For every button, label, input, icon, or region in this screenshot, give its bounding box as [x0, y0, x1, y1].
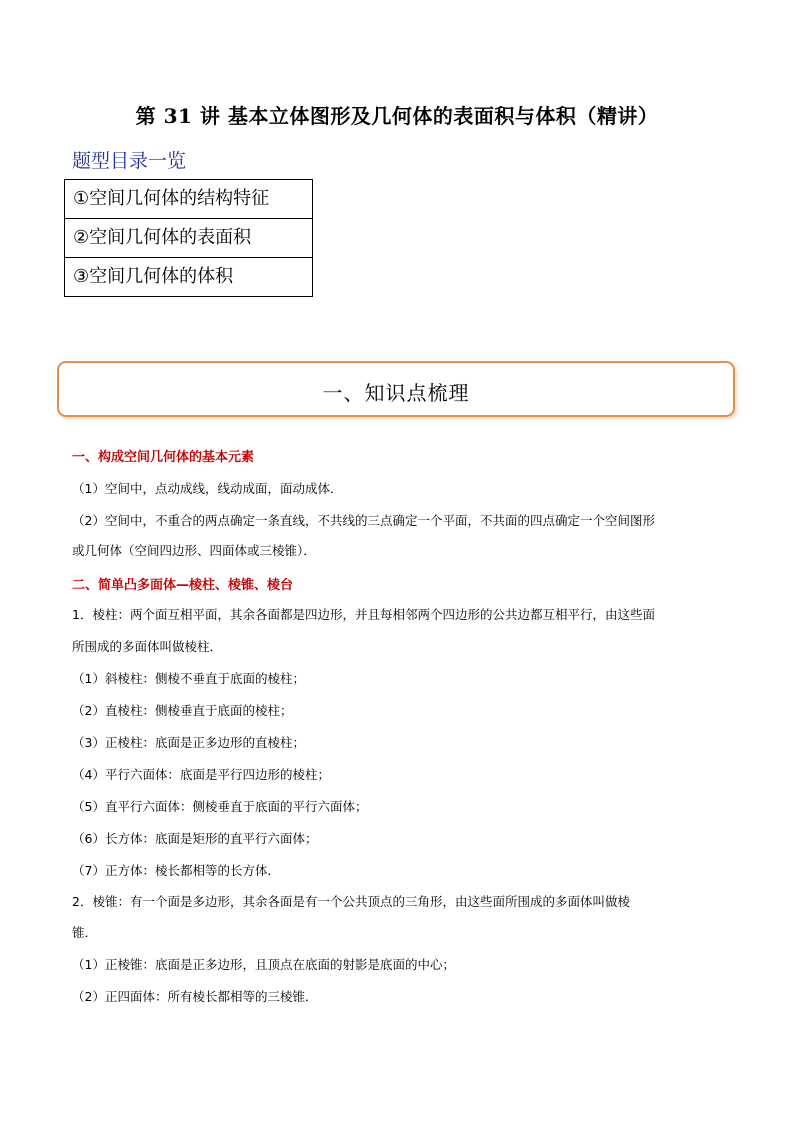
paragraph-line: （2）正四面体：所有棱长都相等的三棱锥．	[72, 989, 318, 1004]
paragraph-line: （5）直平行六面体：侧棱垂直于底面的平行六面体；	[72, 799, 368, 814]
paragraph-line: （3）正棱柱：底面是正多边形的直棱柱；	[72, 735, 305, 750]
paragraph-line: （1）斜棱柱：侧棱不垂直于底面的棱柱；	[72, 671, 305, 686]
toc-heading: 题型目录一览	[72, 150, 187, 172]
section-heading-convex-polyhedra: 二、简单凸多面体—棱柱、棱锥、棱台	[72, 578, 294, 593]
toc-item-volume: ③空间几何体的体积	[65, 258, 313, 297]
section-heading-basic-elements: 一、构成空间几何体的基本元素	[72, 450, 255, 465]
paragraph-line: 2．棱锥：有一个面是多边形，其余各面是有一个公共顶点的三角形，由这些面所围成的多面体叫做棱	[72, 894, 630, 909]
toc-table	[64, 179, 313, 297]
paragraph-line: 锥．	[72, 925, 98, 940]
paragraph-line: 或几何体（空间四边形、四面体或三棱锥）．	[72, 543, 316, 558]
toc-item-surface-area: ②空间几何体的表面积	[65, 219, 313, 258]
toc-item-structure: ①空间几何体的结构特征	[65, 180, 313, 219]
paragraph-line: （4）平行六面体：底面是平行四边形的棱柱；	[72, 767, 330, 782]
paragraph-line: （2）空间中，不重合的两点确定一条直线，不共线的三点确定一个平面，不共面的四点确定一个空间图形	[72, 513, 655, 528]
paragraph-line: （6）长方体：底面是矩形的直平行六面体；	[72, 831, 318, 846]
section-title: 一、知识点梳理	[322, 381, 470, 405]
paragraph-line: （2）直棱柱：侧棱垂直于底面的棱柱；	[72, 703, 293, 718]
paragraph-line: 所围成的多面体叫做棱柱．	[72, 639, 223, 654]
paragraph-line: 1．棱柱：两个面互相平面，其余各面都是四边形，并且每相邻两个四边形的公共边都互相平行，由这些面	[72, 607, 655, 622]
paragraph-line: （1）空间中，点动成线，线动成面，面动成体．	[72, 481, 343, 496]
paragraph-line: （7）正方体：棱长都相等的长方体．	[72, 863, 280, 878]
section-title-box	[57, 361, 735, 417]
page-title: 第 31 讲 基本立体图形及几何体的表面积与体积（精讲）	[135, 104, 659, 128]
paragraph-line: （1）正棱锥：底面是正多边形，且顶点在底面的射影是底面的中心；	[72, 957, 455, 972]
